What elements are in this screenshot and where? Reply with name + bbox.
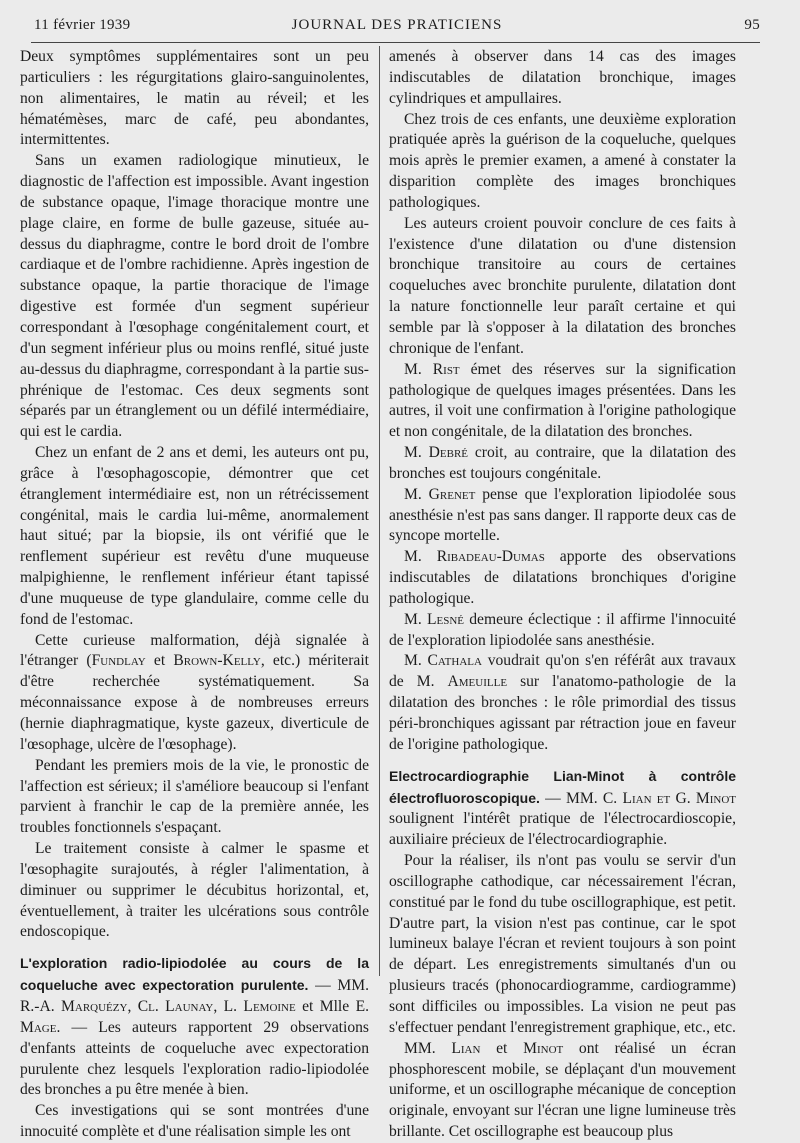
text-run: soulignent l'intérêt pratique de l'électrocardioscopie, auxiliaire précieux de l'électrocardiographie. <box>389 810 736 849</box>
text-run: croit, au contraire, que la dilatation des bronches est toujours congénitale. <box>389 444 736 482</box>
paragraph: Chez trois de ces enfants, une deuxième exploration pratiquée après la guérison de la coqueluche, quelques mois après le premier examen, a amené à constater la disparition complète des images bronchiques pathologiques. <box>389 110 736 211</box>
text-run: . — Les auteurs rapportent 29 observations d'enfants atteints de coqueluche avec expectoration purulente chez lesquels l'exploration radio-lipiodolée des bronches a pu être menée à bien. <box>20 1018 369 1099</box>
author-name: Minot <box>523 1039 564 1057</box>
text-run: et <box>145 652 174 670</box>
right-column <box>389 47 736 1143</box>
paragraph <box>389 547 736 610</box>
paragraph: Pendant les premiers mois de la vie, le pronostic de l'affection est sérieux; il s'améliore beaucoup si l'enfant parvient à franchir le cap de la première année, les troubles fonctionnels s'espaçant. <box>20 756 369 837</box>
journal-title: JOURNAL DES PRATICIENS <box>291 17 503 33</box>
author-name: Debré <box>428 444 469 462</box>
author-list: R.-A. Marquézy, Cl. Launay, L. Lemoine <box>20 997 296 1015</box>
section-entry <box>20 953 369 1101</box>
text-run: ont réalisé un écran phosphorescent mobile, se déplaçant d'un mouvement uniforme, et un oscillographe mécanique de conception originale, envoyant sur l'écran une ligne lumineuse très brillante. Cet oscillographe est beaucoup plus <box>389 1039 737 1141</box>
issue-date: 11 février 1939 <box>34 17 131 33</box>
author-name: Grenet <box>428 485 476 503</box>
paragraph: Ces investigations qui se sont montrées d'une innocuité complète et d'une réalisation simple les ont <box>20 1102 369 1141</box>
header-rule <box>31 42 760 43</box>
author-name: Cathala <box>427 652 482 670</box>
text-run: demeure éclectique : il affirme l'innocuité de l'exploration lipiodolée sans anesthésie. <box>389 610 736 649</box>
paragraph <box>389 443 736 485</box>
text-run: M. <box>404 444 429 462</box>
paragraph <box>20 631 369 756</box>
text-run: — MM. <box>308 977 369 995</box>
text-run: Cette curieuse malformation, déjà signalée à l'étranger ( <box>20 631 369 670</box>
left-column <box>20 47 369 1143</box>
author-name: Ameuille <box>447 673 508 691</box>
text-run: , etc.) mériterait d'être recherchée systématiquement. Sa méconnaissance expose à de nombreuses erreurs (hernie diaphragmatique, kyste gazeux, diverticule de l'œsophage, ulcère de l'œsophage). <box>20 652 369 753</box>
text-run: MM. <box>404 1039 452 1057</box>
paragraph <box>389 360 736 443</box>
page-number: 95 <box>744 17 760 33</box>
paragraph: Pour la réaliser, ils n'ont pas voulu se servir d'un oscillographe cathodique, car nécessairement l'écran, constitué par le fond du tube oscillographique, est petit. D'autre part, la vision n'est pas continue, car le spot lumineux balaye l'écran et revient toujours à son point de départ. Les enregistrements simultanés d'un ou plusieurs tracés (phonocardiogramme, cardiogramme) sont difficiles ou impossibles. La vision ne peut pas s'effectuer pendant l'enregistrement graphique, etc., etc. <box>389 852 736 1036</box>
text-run: sur l'anatomo-pathologie de la dilatation des bronches : le rôle primordial des tissus péri-bronchiques agissant par rétraction joue en faveur de l'origine pathologique. <box>389 673 736 753</box>
paragraph <box>389 485 736 548</box>
author-name: E. Mage <box>20 997 369 1036</box>
text-run: M. <box>404 652 428 670</box>
text-run: — MM. <box>539 789 603 807</box>
text-run: et Mlle <box>295 997 356 1015</box>
author-name: Rist <box>432 360 460 378</box>
paragraph: Deux symptômes supplémentaires sont un peu particuliers : les régurgitations glairo-sanguinolentes, non alimentaires, le matin au réveil; et les hématémèses, marc de café, peu abondantes, intermittentes. <box>20 48 369 149</box>
paragraph <box>389 651 736 755</box>
section-entry <box>389 766 736 851</box>
text-run: M. <box>404 548 437 566</box>
text-run: apporte des observations indiscutables de dilatations bronchiques d'origine pathologique. <box>389 548 736 607</box>
text-run: M. <box>404 360 433 378</box>
running-header <box>34 17 760 39</box>
author-name: Fundlay <box>91 652 146 670</box>
author-name: Lian <box>451 1039 481 1057</box>
text-run: émet des réserves sur la signification pathologique de quelques images présentées. Dans les autres, il voit une confirmation à l'origine pathologique et non congénitale, de la dilatation des bronches. <box>389 360 736 441</box>
author-name: Ribadeau-Dumas <box>436 548 545 566</box>
text-run: voudrait qu'on s'en référât aux travaux de M. <box>389 652 736 691</box>
author-list: C. Lian et G. Minot <box>602 789 737 807</box>
paragraph <box>389 610 736 652</box>
text-run: M. <box>404 485 429 503</box>
text-run: et <box>480 1039 524 1057</box>
paragraph: Chez un enfant de 2 ans et demi, les auteurs ont pu, grâce à l'œsophagoscopie, démontrer que cet étranglement intermédiaire est, non un rétrécissement congénital, mais le cardia lui-même, anormalement haut situé; par la biopsie, ils ont vérifié que le renflement supérieur est revêtu d'une muqueuse malpighienne, le renflement inférieur étant tapissé d'une muqueuse de type glandulaire, comme celle du fond de l'estomac. <box>20 444 369 628</box>
section-title: Electrocardiographie Lian-Minot à contrôle électrofluoroscopique. <box>389 767 736 806</box>
paragraph: Le traitement consiste à calmer le spasme et l'œsophagite surajoutés, à régler l'alimentation, à diminuer ou supprimer le décubitus horizontal, et, éventuellement, à traiter les ulcérations sous contrôle endoscopique. <box>20 840 369 941</box>
text-run: pense que l'exploration lipiodolée sous anesthésie n'est pas sans danger. Il rapporte deux cas de syncope mortelle. <box>389 485 736 545</box>
paragraph: Les auteurs croient pouvoir conclure de ces faits à l'existence d'une dilatation ou d'une distension bronchique transitoire au cours de certaines coqueluches avec bronchite purulente, dilatation dont la nature fonctionnelle leur paraît certaine et qui semble par là s'opposer à la dilatation des bronches chronique de l'enfant. <box>389 214 736 357</box>
section-title: L'exploration radio-lipiodolée au cours de la coqueluche avec expectoration purulente. <box>20 955 369 994</box>
column-divider <box>379 46 380 976</box>
text-run: M. <box>404 610 427 628</box>
author-name: Brown-Kelly <box>173 652 261 670</box>
author-name: Lesné <box>426 610 465 628</box>
paragraph: Sans un examen radiologique minutieux, le diagnostic de l'affection est impossible. Avant ingestion de substance opaque, l'image thoracique montre une plage claire, en forme de bulle gazeuse, située au-dessus du diaphragme, contre le bord droit de l'ombre cardiaque et de l'ombre rachidienne. Après ingestion de substance opaque, la partie thoracique de l'image digestive est formée d'un segment supérieur correspondant à l'œsophage congénitalement court, et d'un segment inférieur plus ou moins renflé, situé juste au-dessus du diaphragme, correspondant à la partie sus-phrénique de l'estomac. Ces deux segments sont séparés par un étranglement ou un défilé intermédiaire, qui est le cardia. <box>20 152 369 441</box>
paragraph: amenés à observer dans 14 cas des images indiscutables de dilatation bronchique, images cylindriques et ampullaires. <box>389 48 736 107</box>
paragraph <box>389 1039 736 1143</box>
